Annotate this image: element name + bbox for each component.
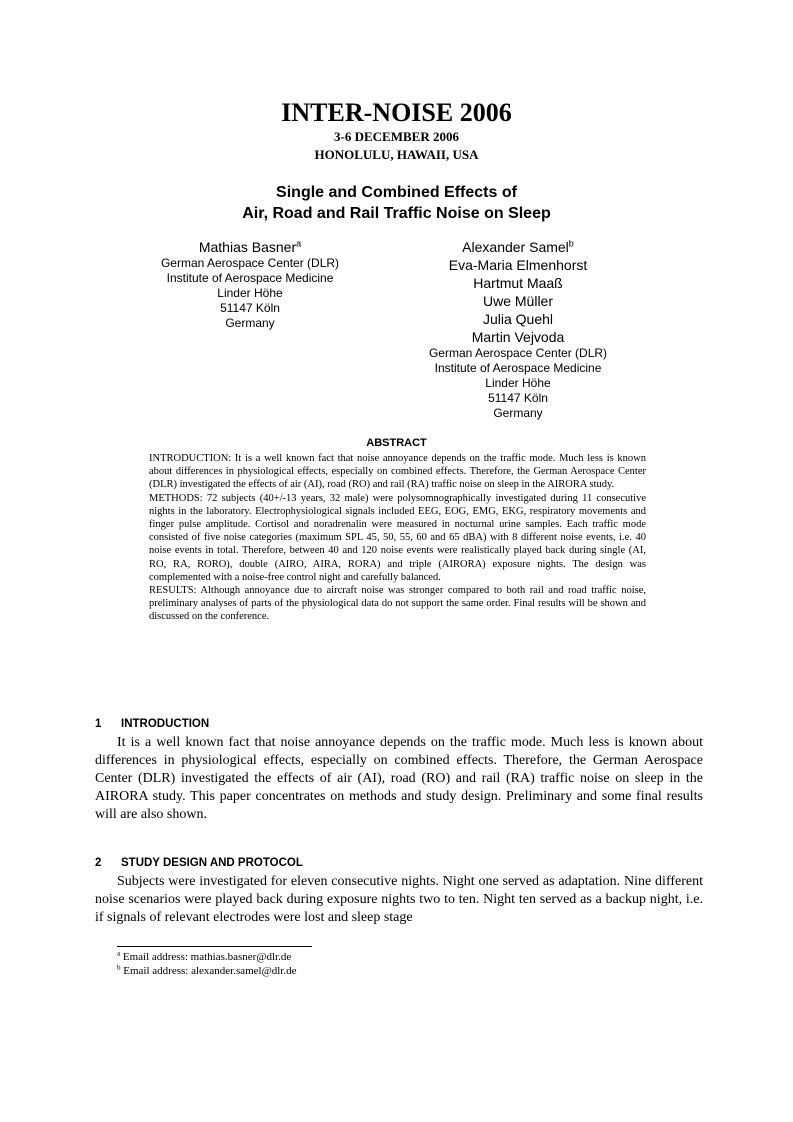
affiliation-line: German Aerospace Center (DLR) xyxy=(160,256,340,270)
footnotes xyxy=(117,950,617,978)
author-block-right xyxy=(398,238,638,421)
abstract-paragraph: INTRODUCTION: It is a well known fact that noise annoyance depends on the traffic mode. Much less is known about differences in physiological effects, especially on combined effects. Therefore, the German Aerospace Center (DLR) investigated the effects of air (AI), road (RO) and rail (RA) traffic noise on sleep in the AIRORA study. xyxy=(149,453,646,491)
footnote-divider xyxy=(117,946,312,947)
affiliation-line: Linder Höhe xyxy=(485,376,551,390)
abstract-paragraph: RESULTS: Although annoyance due to aircraft noise was stronger compared to both rail and road traffic noise, preliminary analyses of parts of the physiological data do not support the same order. Final results will be shown and discussed on the conference. xyxy=(149,585,646,623)
affiliation-line: Linder Höhe xyxy=(217,286,283,300)
affiliation-line: German Aerospace Center (DLR) xyxy=(428,346,608,360)
section-number: 2 xyxy=(95,857,102,869)
author-name: Eva-Maria Elmenhorst xyxy=(448,257,588,273)
footnote-mark: a xyxy=(296,238,302,249)
footnote: $^a$ Email address: mathias.basner@dlr.de xyxy=(117,949,292,963)
paper-title xyxy=(0,182,793,224)
affiliation-line: Germany xyxy=(225,316,275,330)
paper-title-line-2: Air, Road and Rail Traffic Noise on Sleep xyxy=(242,205,551,222)
affiliation-line: Institute of Aerospace Medicine xyxy=(166,271,334,285)
conference-title: INTER-NOISE 2006 xyxy=(281,98,512,127)
author-name: Hartmut Maaß xyxy=(473,275,563,291)
footnote-mark: a xyxy=(117,949,121,958)
footnote: $^b$ Email address: alexander.samel@dlr.de xyxy=(117,963,297,977)
author-name: Uwe Müller xyxy=(482,293,553,309)
footnote-mark: b xyxy=(117,963,121,972)
affiliation-line: 51147 Köln xyxy=(220,301,280,315)
section-title: STUDY DESIGN AND PROTOCOL xyxy=(121,857,303,869)
body-paragraph: Subjects were investigated for eleven consecutive nights. Night one served as adaptation. Nine different noise scenarios were played back during exposure nights two to ten. Night ten served as a backup night, i.e. if signals of relevant electrodes were lost and sleep stage xyxy=(95,874,703,925)
paper-title-line-1: Single and Combined Effects of xyxy=(276,184,517,201)
affiliation-line: Germany xyxy=(493,406,543,420)
abstract-paragraph: METHODS: 72 subjects (40+/-13 years, 32 male) were polysomnographically investigated during 11 consecutive nights in the laboratory. Electrophysiological signals included EEG, EOG, EMG, EKG, respiratory movements and finger pulse amplitude. Cortisol and noradrenalin were measured in nocturnal urine samples. Each traffic mode consisted of five noise categories (maximum SPL 45, 50, 55, 60 and 65 dBA) with 8 different noise events, i.e. 40 noise events in total. Therefore, between 40 and 120 noise events were realistically played back during single (AI, RO, RA, RORO), double (AIRO, AIRA, RORA) and triple (AIRORA) exposure nights. The design was complemented with a noise-free control night and carefully balanced. xyxy=(149,492,646,583)
affiliation-line: 51147 Köln xyxy=(488,391,548,405)
author-name: Julia Quehl xyxy=(482,311,554,327)
section-body xyxy=(95,873,703,927)
section-title: INTRODUCTION xyxy=(121,718,210,730)
abstract-heading: ABSTRACT xyxy=(366,437,427,449)
author-name: Alexander Samel$^b$ xyxy=(462,238,574,255)
abstract-body xyxy=(149,452,646,624)
author-name: Martin Vejvoda xyxy=(471,329,565,345)
author-name: Mathias Basner$^a$ xyxy=(198,238,302,255)
body-paragraph: It is a well known fact that noise annoyance depends on the traffic mode. Much less is known about differences in physiological effects, especially on combined effects. Therefore, the German Aerospace Center (DLR) investigated the effects of air (AI), road (RO) and rail (RA) traffic noise on sleep in the AIRORA study. This paper concentrates on methods and study design. Preliminary and some final results will are also shown. xyxy=(95,735,703,822)
conference-location: HONOLULU, HAWAII, USA xyxy=(314,147,479,162)
section-heading xyxy=(95,717,209,731)
affiliation-line: Institute of Aerospace Medicine xyxy=(434,361,602,375)
author-block-left xyxy=(130,238,370,331)
section-body xyxy=(95,734,703,824)
conference-date: 3-6 DECEMBER 2006 xyxy=(334,129,459,144)
section-heading xyxy=(95,856,303,870)
footnote-mark: b xyxy=(568,238,574,249)
section-number: 1 xyxy=(95,718,102,730)
